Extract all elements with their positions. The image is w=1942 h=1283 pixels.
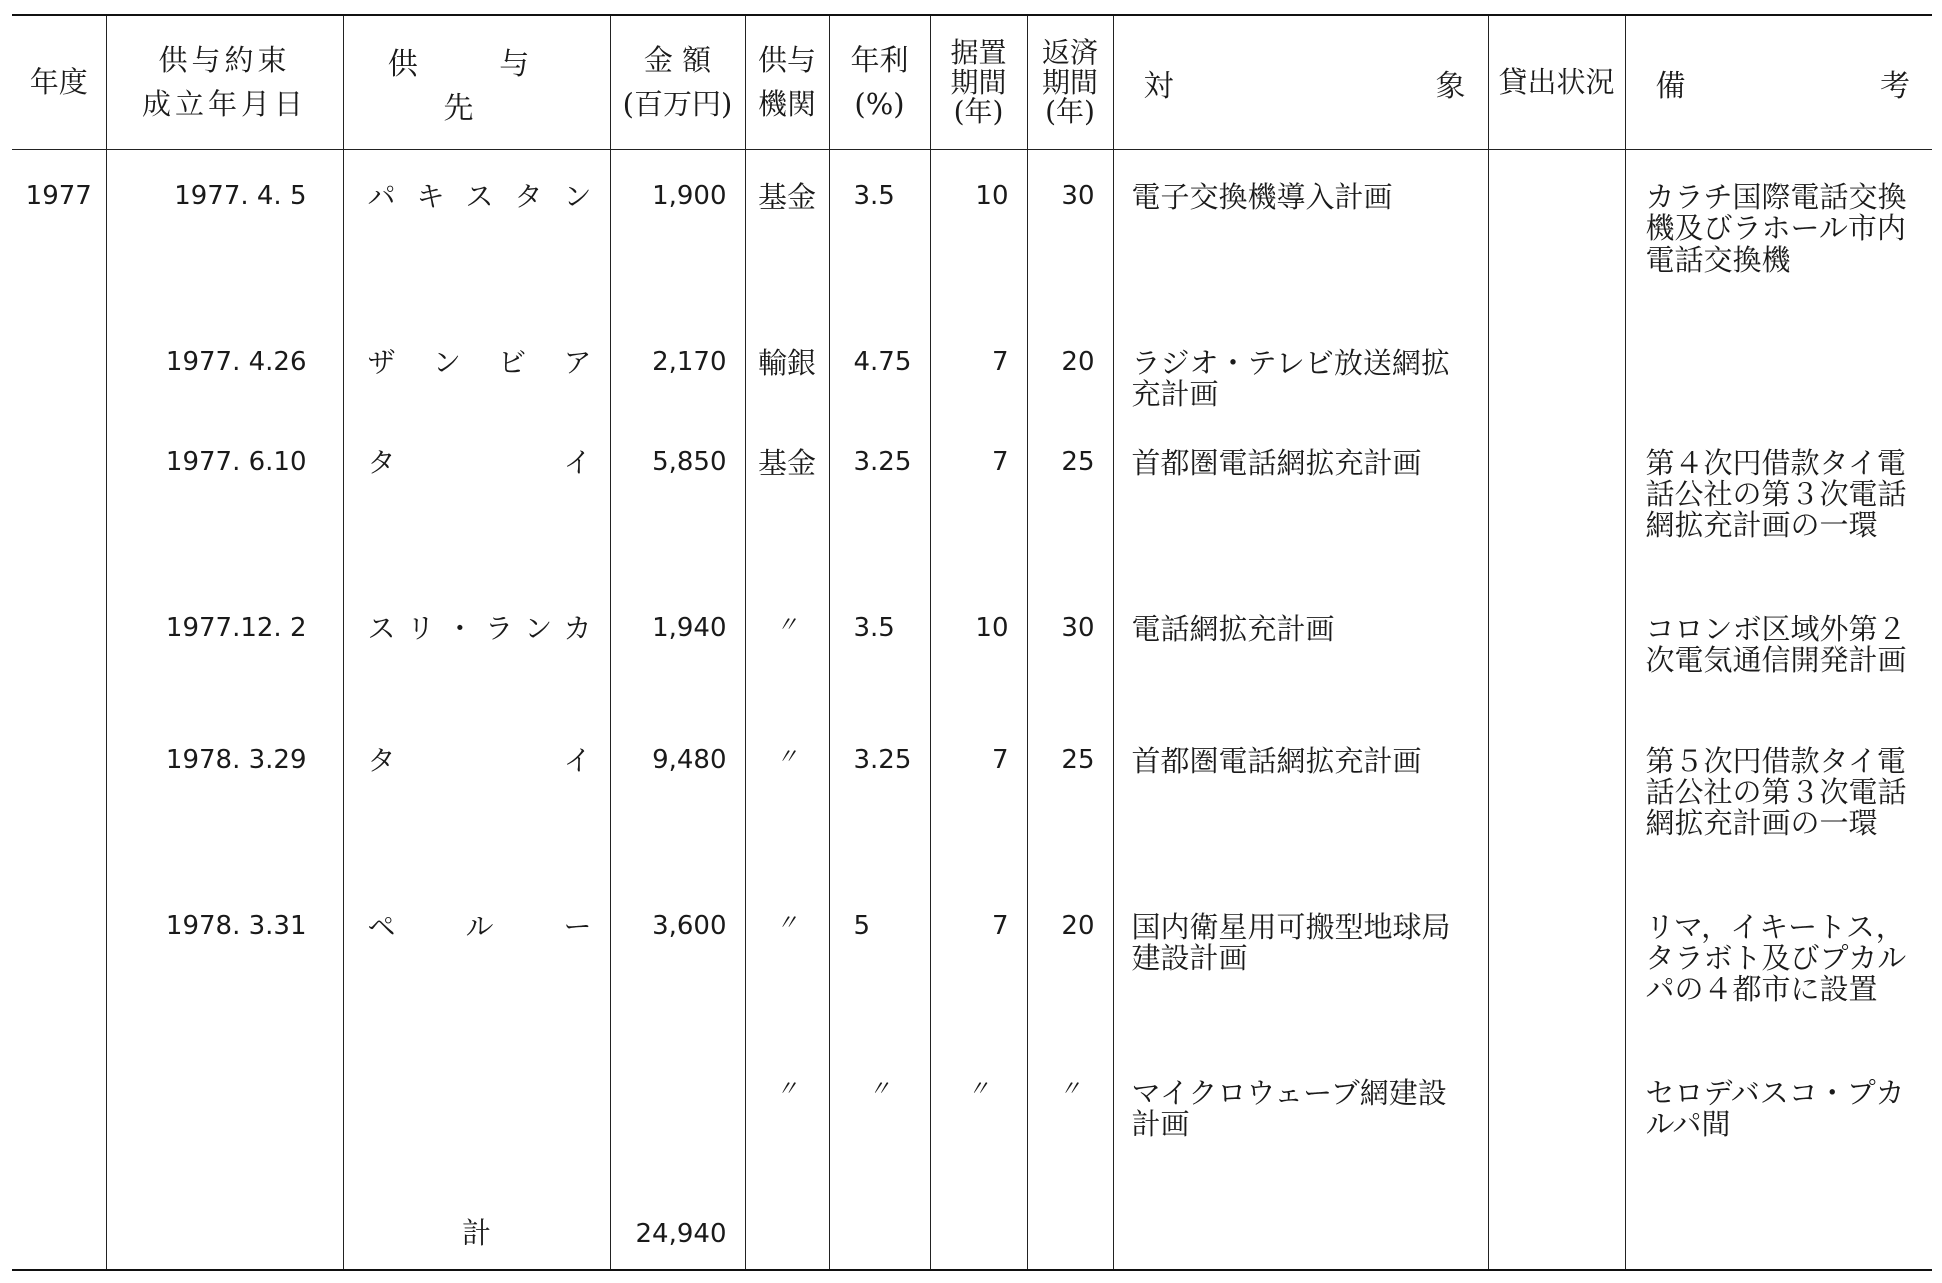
recipient-char: ・ (445, 611, 474, 645)
recipient-char: タ (367, 445, 396, 479)
repay-cell: 20 (1027, 316, 1113, 416)
year-cell (12, 582, 106, 714)
recipient-char: イ (563, 743, 592, 777)
rate-cell (829, 316, 930, 416)
header-recipient: 供 与 先 (343, 15, 610, 150)
institution-text: 〃 (775, 612, 798, 638)
year-cell (12, 416, 106, 582)
recipient-char: ス (465, 180, 494, 213)
institution-cell (745, 880, 829, 1046)
rate-cell (829, 714, 930, 880)
year-cell (12, 1046, 106, 1162)
table-row (12, 316, 1932, 416)
recipient-char: ー (563, 909, 592, 943)
empty-cell (745, 1162, 829, 1270)
repay-cell: 〃 (1027, 1046, 1113, 1162)
remarks-cell: リマ，イキートス，タラボト及びプカルパの４都市に設置 (1625, 880, 1932, 1046)
amount-cell: 9,480 (610, 714, 745, 880)
remarks-cell: コロンボ区域外第２次電気通信開発計画 (1625, 582, 1932, 714)
recipient-char: ペ (367, 909, 396, 943)
remarks-cell: カラチ国際電話交換機及びラホール市内電話交換機 (1625, 150, 1932, 316)
rate-cell (829, 880, 930, 1046)
object-cell: マイクロウェーブ網建設計画 (1113, 1046, 1488, 1162)
grace-cell: 10 (930, 582, 1027, 714)
year-cell (12, 880, 106, 1046)
recipient-char: キ (416, 180, 445, 213)
header-object: 対 象 (1113, 15, 1488, 150)
header-remarks: 備 考 (1625, 15, 1932, 150)
loan-table (12, 14, 1932, 1271)
institution-cell (745, 150, 829, 316)
rate-text: 〃 (868, 1076, 891, 1102)
remarks-cell: セロデバスコ・プカルパ間 (1625, 1046, 1932, 1162)
remarks-cell: 第５次円借款タイ電話公社の第３次電話網拡充計画の一環 (1625, 714, 1932, 880)
rate-text: 5 (853, 910, 871, 941)
recipient-char: ン (432, 345, 461, 379)
date-cell: 1978. 3.29 (106, 714, 343, 880)
header-year: 年度 (12, 15, 106, 150)
amount-cell: 1,900 (610, 150, 745, 316)
recipient-char: ン (563, 180, 592, 213)
recipient-char: ス (367, 611, 396, 645)
object-cell: 電話網拡充計画 (1113, 582, 1488, 714)
recipient-char: タ (514, 180, 543, 213)
empty-cell (106, 1162, 343, 1270)
status-cell (1488, 150, 1625, 316)
object-cell: 首都圏電話網拡充計画 (1113, 714, 1488, 880)
header-repay: 返済 期間 (年) (1027, 15, 1113, 150)
institution-cell (745, 714, 829, 880)
grace-cell: 10 (930, 150, 1027, 316)
institution-cell (745, 416, 829, 582)
repay-cell: 25 (1027, 714, 1113, 880)
total-row (12, 1162, 1932, 1270)
remarks-cell: 第４次円借款タイ電話公社の第３次電話網拡充計画の一環 (1625, 416, 1932, 582)
recipient-char: ア (563, 345, 592, 379)
rate-cell (829, 416, 930, 582)
table-row (12, 880, 1932, 1046)
institution-text: 基金 (757, 445, 816, 480)
header-status: 貸出状況 (1488, 15, 1625, 150)
institution-cell (745, 1046, 829, 1162)
rate-cell (829, 150, 930, 316)
grace-cell: 〃 (930, 1046, 1027, 1162)
year-cell: 1977 (25, 181, 92, 211)
empty-cell (12, 1162, 106, 1270)
recipient-cell (343, 150, 610, 316)
rate-text: 3.5 (853, 181, 895, 211)
recipient-char: リ (406, 611, 435, 645)
grace-cell: 7 (930, 880, 1027, 1046)
amount-cell: 2,170 (610, 316, 745, 416)
institution-text: 〃 (775, 910, 798, 936)
amount-cell: 3,600 (610, 880, 745, 1046)
repay-cell: 20 (1027, 880, 1113, 1046)
table-row (12, 714, 1932, 880)
recipient-cell (343, 714, 610, 880)
recipient-char: タ (367, 743, 396, 777)
repay-cell: 30 (1027, 582, 1113, 714)
rate-cell (829, 582, 930, 714)
date-cell: 1977. 6.10 (106, 416, 343, 582)
date-cell: 1977. 4. 5 (106, 150, 343, 316)
institution-text: 基金 (757, 180, 816, 214)
year-cell (12, 316, 106, 416)
recipient-char: ラ (485, 611, 514, 645)
object-cell: 首都圏電話網拡充計画 (1113, 416, 1488, 582)
recipient-char: イ (563, 445, 592, 479)
status-cell (1488, 582, 1625, 714)
status-cell (1488, 880, 1625, 1046)
institution-text: 〃 (775, 1076, 798, 1102)
date-cell (106, 1046, 343, 1162)
status-cell (1488, 1046, 1625, 1162)
empty-cell (1027, 1162, 1113, 1270)
table-row (12, 416, 1932, 582)
recipient-char: ン (524, 611, 553, 645)
institution-cell (745, 316, 829, 416)
rate-text: 3.5 (853, 612, 895, 643)
amount-cell: 1,940 (610, 582, 745, 714)
object-cell: 電子交換機導入計画 (1113, 150, 1488, 316)
institution-text: 〃 (775, 744, 798, 770)
grace-cell: 7 (930, 316, 1027, 416)
repay-cell: 25 (1027, 416, 1113, 582)
empty-cell (1625, 1162, 1932, 1270)
rate-text: 4.75 (853, 346, 912, 377)
status-cell (1488, 316, 1625, 416)
recipient-char: パ (367, 180, 396, 213)
empty-cell (930, 1162, 1027, 1270)
total-label: 計 (343, 1162, 610, 1270)
header-date: 供与約束 成立年月日 (106, 15, 343, 150)
recipient-char: ビ (498, 345, 527, 379)
year-cell (12, 714, 106, 880)
rate-cell (829, 1046, 930, 1162)
empty-cell (1488, 1162, 1625, 1270)
header-grace: 据置 期間 (年) (930, 15, 1027, 150)
header-rate: 年利 (%) (829, 15, 930, 150)
recipient-char: カ (563, 611, 592, 645)
recipient-cell (343, 316, 610, 416)
recipient-cell (343, 416, 610, 582)
grace-cell: 7 (930, 416, 1027, 582)
date-cell: 1977.12. 2 (106, 582, 343, 714)
institution-cell (745, 582, 829, 714)
amount-cell (610, 1046, 745, 1162)
recipient-char: ザ (367, 345, 396, 379)
grace-cell: 7 (930, 714, 1027, 880)
repay-cell: 30 (1027, 150, 1113, 316)
rate-text: 3.25 (853, 446, 912, 477)
amount-cell: 5,850 (610, 416, 745, 582)
header-institution: 供与 機関 (745, 15, 829, 150)
recipient-cell (343, 582, 610, 714)
date-cell: 1978. 3.31 (106, 880, 343, 1046)
header-row (12, 15, 1932, 150)
rate-text: 3.25 (853, 744, 912, 775)
empty-cell (829, 1162, 930, 1270)
table-row (12, 582, 1932, 714)
institution-text: 輸銀 (757, 345, 816, 380)
recipient-char: ル (465, 909, 494, 943)
status-cell (1488, 714, 1625, 880)
table-row (12, 150, 1932, 316)
remarks-cell (1625, 316, 1932, 416)
status-cell (1488, 416, 1625, 582)
total-amount: 24,940 (610, 1162, 745, 1270)
object-cell: 国内衛星用可搬型地球局建設計画 (1113, 880, 1488, 1046)
object-cell: ラジオ・テレビ放送網拡充計画 (1113, 316, 1488, 416)
table-row (12, 1046, 1932, 1162)
recipient-cell (343, 1046, 610, 1162)
date-cell: 1977. 4.26 (106, 316, 343, 416)
empty-cell (1113, 1162, 1488, 1270)
header-amount: 金 額 (百万円) (610, 15, 745, 150)
recipient-cell (343, 880, 610, 1046)
